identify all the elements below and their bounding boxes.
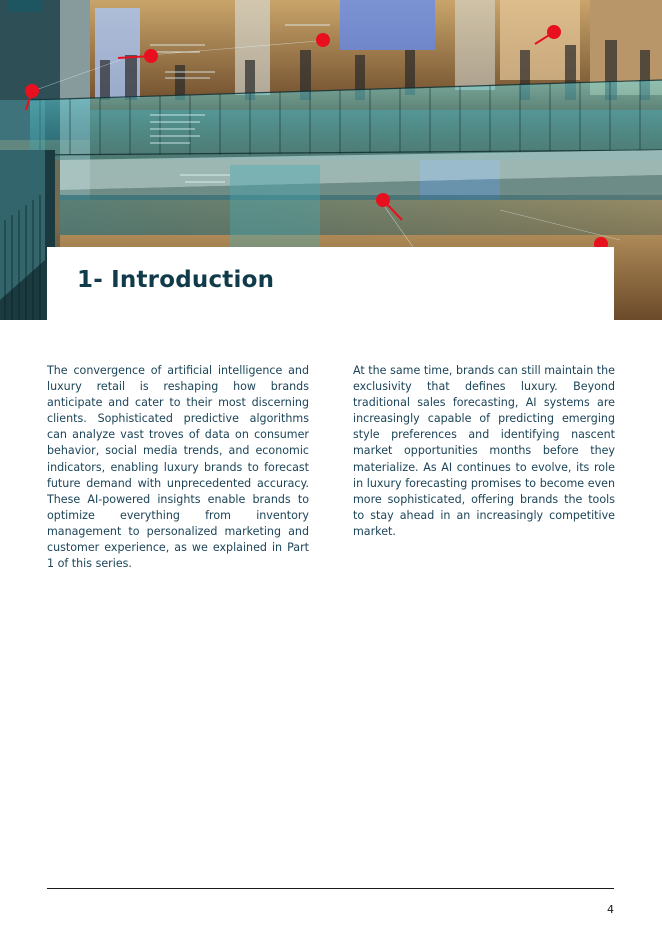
page-number: 4	[607, 903, 614, 916]
section-title: 1- Introduction	[77, 267, 275, 293]
body-column-right: At the same time, brands can still maintain the exclusivity that defines luxury. Beyond traditional sales forecasting, AI systems are increasingly capable of predicting emerging style preferences and identifying nascent market opportunities months before they materialize. As AI continues to evolve, its role in luxury forecasting promises to become even more sophisticated, offering brands the tools to stay ahead in an increasingly competitive market.	[353, 364, 615, 538]
hero-image	[0, 0, 662, 320]
section-title-box	[47, 247, 614, 320]
footer-divider	[47, 888, 614, 889]
body-column-left: The convergence of artificial intelligence and luxury retail is reshaping how brands anticipate and cater to their most discerning clients. Sophisticated predictive algorithms can analyze vast troves of data on consumer behavior, social media trends, and economic indicators, enabling luxury brands to forecast future demand with unprecedented accuracy. These AI-powered insights enable brands to optimize everything from inventory management to personalized marketing and customer experience, as we explained in Part 1 of this series.	[47, 364, 309, 571]
